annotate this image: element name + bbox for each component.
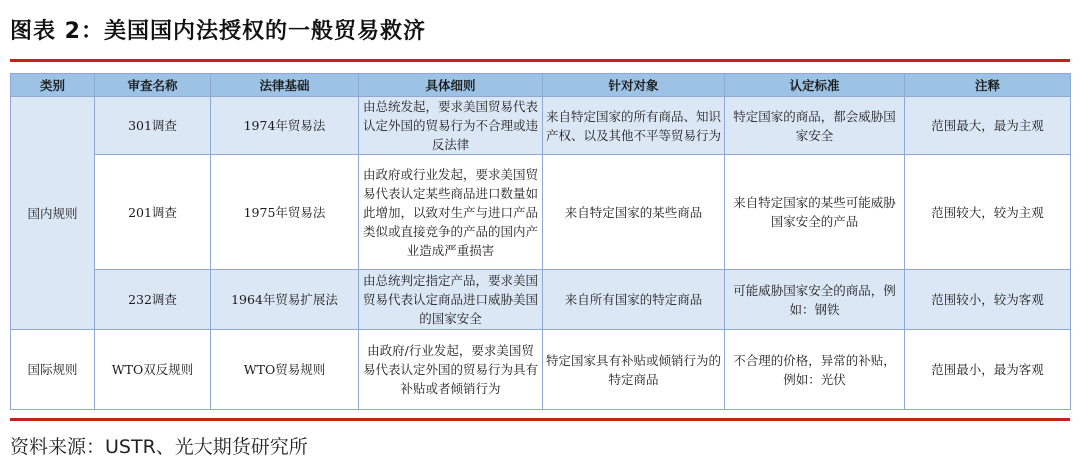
table-row: [11, 155, 1071, 270]
note-cell: 范围较小，较为客观: [905, 270, 1071, 330]
header-note: 注释: [905, 74, 1071, 97]
details-cell: 由政府或行业发起，要求美国贸易代表认定某些商品进口数量如此增加，以致对生产与进口产品类似或直接竞争的产品的国内产业造成严重损害: [359, 155, 543, 270]
header-category: 类别: [11, 74, 95, 97]
standard-cell: 特定国家的商品，都会威胁国家安全: [725, 97, 905, 155]
source-note: 资料来源：USTR、光大期货研究所: [10, 436, 308, 458]
review-name-cell: 232调查: [95, 270, 211, 330]
category-domestic: 国内规则: [11, 97, 95, 330]
table-row: [11, 97, 1071, 155]
table-header-row: [11, 74, 1071, 97]
header-details: 具体细则: [359, 74, 543, 97]
bottom-divider: [10, 418, 1070, 421]
review-name-cell: 201调查: [95, 155, 211, 270]
legal-basis-cell: WTO贸易规则: [211, 330, 359, 410]
details-cell: 由总统发起，要求美国贸易代表认定外国的贸易行为不合理或违反法律: [359, 97, 543, 155]
review-name-cell: 301调查: [95, 97, 211, 155]
standard-cell: 不合理的价格，异常的补贴，例如：光伏: [725, 330, 905, 410]
table-row: [11, 330, 1071, 410]
legal-basis-cell: 1974年贸易法: [211, 97, 359, 155]
standard-cell: 可能威胁国家安全的商品，例如：钢铁: [725, 270, 905, 330]
details-cell: 由政府/行业发起，要求美国贸易代表认定外国的贸易行为具有补贴或者倾销行为: [359, 330, 543, 410]
target-cell: 来自特定国家的所有商品、知识产权、以及其他不平等贸易行为: [543, 97, 725, 155]
review-name-cell: WTO双反规则: [95, 330, 211, 410]
note-cell: 范围较大，较为主观: [905, 155, 1071, 270]
legal-basis-cell: 1975年贸易法: [211, 155, 359, 270]
trade-remedy-table: [10, 73, 1071, 410]
category-international: 国际规则: [11, 330, 95, 410]
details-cell: 由总统判定指定产品，要求美国贸易代表认定商品进口威胁美国的国家安全: [359, 270, 543, 330]
target-cell: 特定国家具有补贴或倾销行为的特定商品: [543, 330, 725, 410]
header-review-name: 审查名称: [95, 74, 211, 97]
header-target: 针对对象: [543, 74, 725, 97]
legal-basis-cell: 1964年贸易扩展法: [211, 270, 359, 330]
header-legal-basis: 法律基础: [211, 74, 359, 97]
standard-cell: 来自特定国家的某些可能威胁国家安全的产品: [725, 155, 905, 270]
table-row: [11, 270, 1071, 330]
page-title: 图表 2：美国国内法授权的一般贸易救济: [10, 19, 426, 44]
note-cell: 范围最大，最为主观: [905, 97, 1071, 155]
target-cell: 来自特定国家的某些商品: [543, 155, 725, 270]
note-cell: 范围最小，最为客观: [905, 330, 1071, 410]
top-divider: [10, 59, 1070, 62]
target-cell: 来自所有国家的特定商品: [543, 270, 725, 330]
header-standard: 认定标准: [725, 74, 905, 97]
